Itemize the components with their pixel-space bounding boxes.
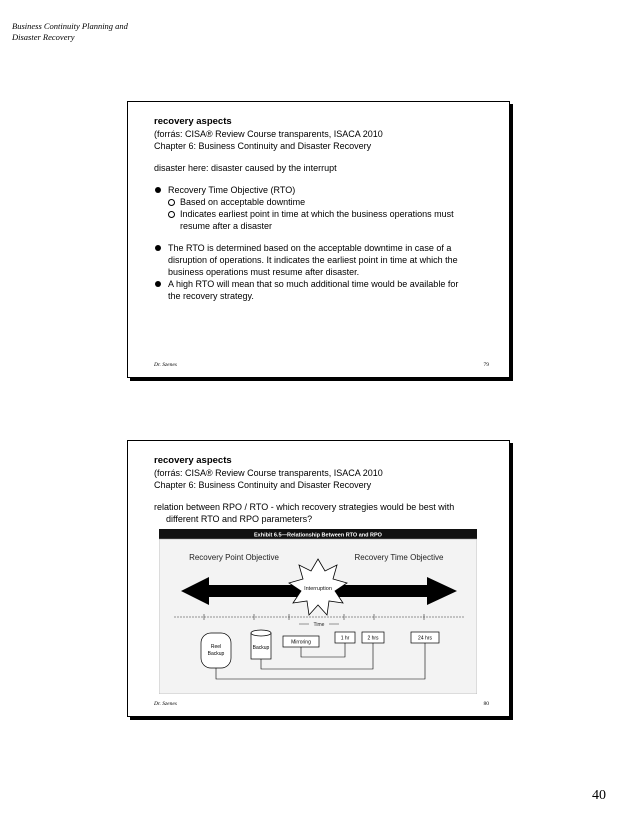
backup-label: Backup bbox=[252, 645, 270, 651]
disaster-note: disaster here: disaster caused by the interrupt bbox=[154, 163, 337, 173]
slide-79 bbox=[127, 101, 510, 378]
relation-question: relation between RPO / RTO - which recovery strategies would be best with bbox=[154, 502, 455, 512]
sub-bullet: Based on acceptable downtime bbox=[168, 196, 484, 208]
relation-question-cont: different RTO and RPO parameters? bbox=[166, 514, 313, 524]
source-line-2: Chapter 6: Business Continuity and Disaster Recovery bbox=[154, 480, 372, 490]
exhibit-title: Exhibit 6.5—Relationship Between RTO and RPO bbox=[254, 532, 382, 539]
source-line-2: Chapter 6: Business Continuity and Disaster Recovery bbox=[154, 141, 372, 151]
slide-title: recovery aspects bbox=[154, 116, 232, 127]
document-header bbox=[12, 21, 172, 43]
header-line-1: Business Continuity Planning and bbox=[12, 21, 128, 31]
bullet-list-2 bbox=[154, 242, 484, 302]
bullet-rto-determined: The RTO is determined based on the acceptable downtime in case of a disruption of operations. It indicates the earliest point in time at which the business operations must resume after disaster. bbox=[154, 242, 484, 278]
slide-number: 79 bbox=[483, 362, 489, 368]
reel-backup-label-1: Reel bbox=[210, 644, 222, 650]
two-hrs-label: 2 hrs bbox=[367, 635, 379, 642]
one-hr-label: 1 hr bbox=[340, 635, 350, 642]
bullet-dot-icon bbox=[155, 281, 161, 287]
circle-bullet-icon bbox=[168, 199, 175, 206]
sub-bullet-list bbox=[168, 196, 484, 232]
slide-80 bbox=[127, 440, 510, 717]
reel-backup-label-2: Backup bbox=[207, 651, 225, 657]
slide-author: Dr. Szenes bbox=[154, 362, 177, 368]
source-line-1: (forrás: CISA® Review Course transparents, ISACA 2010 bbox=[154, 468, 383, 478]
bullet-high-rto: A high RTO will mean that so much additional time would be available for the recovery strategy. bbox=[154, 278, 484, 302]
twentyfour-hrs-label: 24 hrs bbox=[418, 635, 432, 642]
sub-bullet: Indicates earliest point in time at which the business operations must resume after a disaster bbox=[168, 208, 484, 232]
bullet-dot-icon bbox=[155, 187, 161, 193]
rto-rpo-exhibit-diagram bbox=[159, 529, 477, 694]
rto-label: Recovery Time Objective bbox=[354, 553, 444, 562]
slide-author: Dr. Szenes bbox=[154, 701, 177, 707]
bullet-list bbox=[154, 184, 484, 232]
rpo-label: Recovery Point Objective bbox=[189, 553, 279, 562]
circle-bullet-icon bbox=[168, 211, 175, 218]
interruption-label: Interruption bbox=[304, 586, 332, 592]
bullet-rto: Recovery Time Objective (RTO) Based on acceptable downtime Indicates earliest point in time at which the business operations must resume after a disaster bbox=[154, 184, 484, 232]
slide-number: 80 bbox=[483, 701, 489, 707]
time-label: Time bbox=[313, 622, 325, 628]
slide-title: recovery aspects bbox=[154, 455, 232, 466]
source-line-1: (forrás: CISA® Review Course transparents, ISACA 2010 bbox=[154, 129, 383, 139]
mirroring-label: Mirroring bbox=[291, 639, 311, 646]
page-number: 40 bbox=[592, 788, 606, 803]
header-line-2: Disaster Recovery bbox=[12, 32, 75, 42]
bullet-dot-icon bbox=[155, 245, 161, 251]
